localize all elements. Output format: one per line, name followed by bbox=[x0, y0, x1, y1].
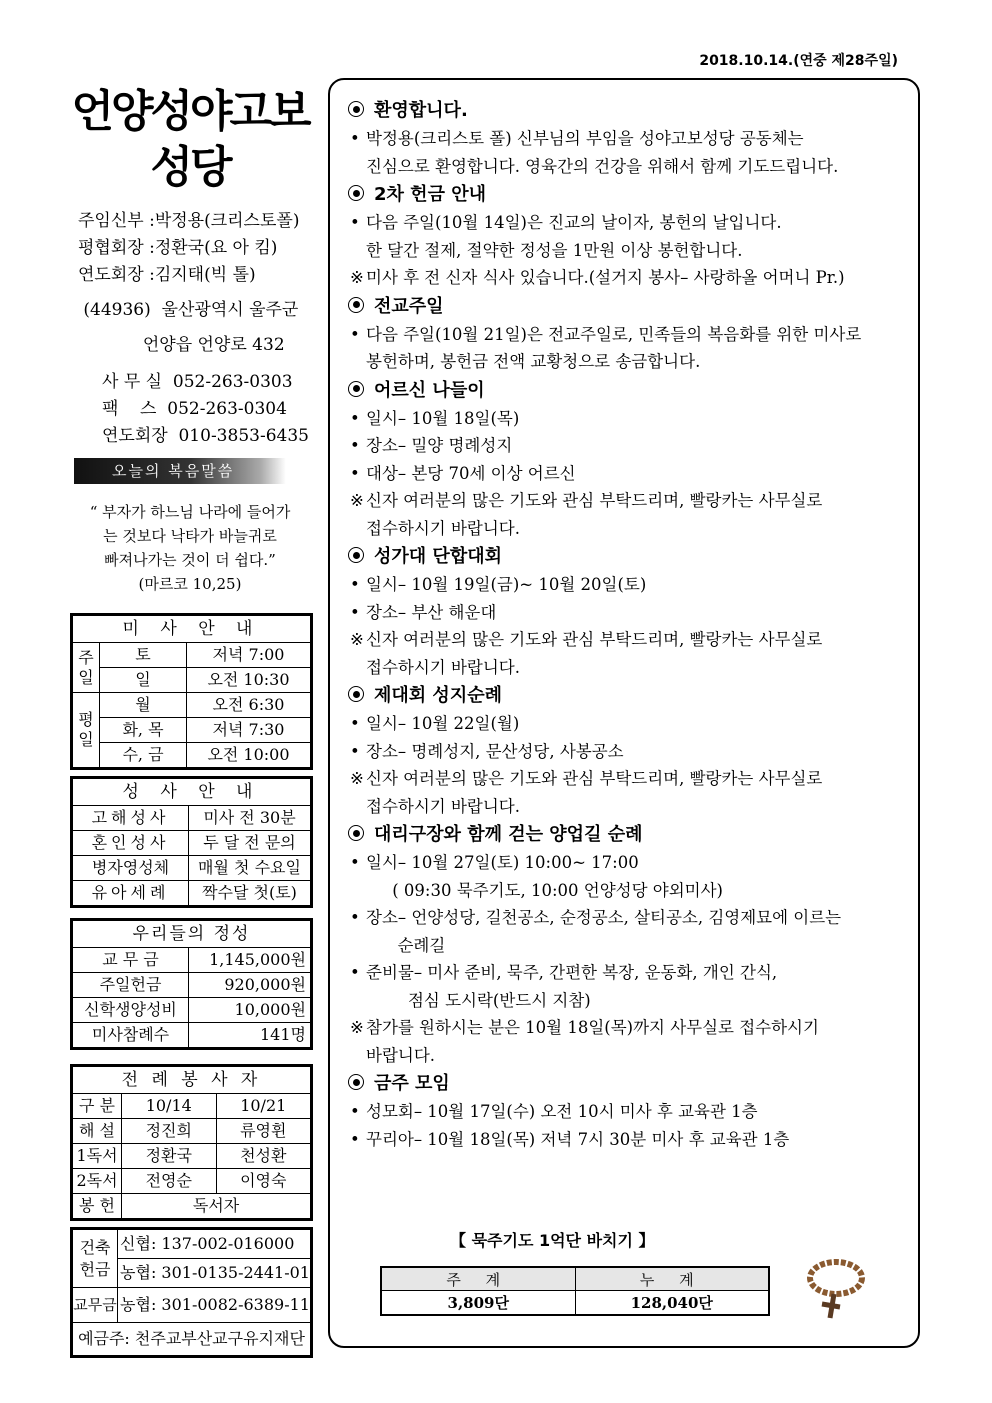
section-heading bbox=[342, 1069, 916, 1098]
bullet-mark: • bbox=[350, 463, 360, 483]
yeondo-phone: 연도회장 010-3853-6435 bbox=[102, 426, 309, 446]
bullet-mark: • bbox=[350, 213, 360, 232]
liturgy-name: 이영숙 bbox=[216, 1169, 311, 1194]
announcement-item bbox=[342, 264, 916, 292]
bullseye-icon bbox=[348, 1074, 364, 1090]
rosary-header-weekly: 주 계 bbox=[381, 1267, 575, 1291]
liturgy-role: 해 설 bbox=[73, 1119, 122, 1144]
gospel-heading: 오늘의 복음말씀 bbox=[74, 458, 286, 484]
offering-name: 주일헌금 bbox=[73, 973, 189, 998]
bullet-mark: ※ bbox=[350, 630, 364, 649]
mass-day: 일 bbox=[100, 668, 187, 693]
announcement-text: 일시– 10월 22일(월) bbox=[366, 714, 520, 733]
announcement-item bbox=[342, 571, 916, 599]
sacrament-name: 병자영성체 bbox=[73, 856, 189, 881]
bullseye-icon bbox=[348, 185, 364, 201]
liturgy-name: 천성환 bbox=[216, 1144, 311, 1169]
tithe-label: 교무금 bbox=[73, 1288, 118, 1323]
announcement-text: 성모회– 10월 17일(수) 오전 10시 미사 후 교육관 1층 bbox=[366, 1102, 758, 1121]
mass-schedule-table bbox=[70, 613, 313, 770]
section-title: 대리구장와 함께 걷는 양업길 순례 bbox=[374, 824, 643, 845]
gospel-citation: (마르코 10,25) bbox=[138, 575, 242, 593]
announcement-item bbox=[342, 1014, 916, 1069]
bullet-mark: ※ bbox=[350, 268, 364, 287]
announcement-item bbox=[342, 738, 916, 766]
section-title: 환영합니다. bbox=[374, 100, 468, 121]
section-title: 금주 모임 bbox=[374, 1073, 450, 1094]
liturgy-role: 2독서 bbox=[73, 1169, 122, 1194]
bullet-mark: • bbox=[350, 602, 360, 622]
sacraments-title: 성 사 안 내 bbox=[73, 779, 311, 806]
announcement-item bbox=[342, 125, 916, 180]
mass-time: 오전 6:30 bbox=[187, 693, 311, 718]
rosary-table bbox=[380, 1266, 770, 1316]
offering-name: 미사참례수 bbox=[73, 1023, 189, 1048]
offering-name: 교 무 금 bbox=[73, 948, 189, 973]
offering-value: 141명 bbox=[189, 1023, 311, 1048]
announcement-item bbox=[342, 626, 916, 681]
address-line-1: (44936) 울산광역시 울주군 bbox=[78, 300, 299, 320]
sacrament-value: 두 달 전 문의 bbox=[189, 831, 311, 856]
yeondo-line: 연도회장 :김지태(빅 톨) bbox=[78, 265, 256, 285]
announcement-text: 일시– 10월 18일(목) bbox=[366, 408, 520, 428]
offerings-title: 우리들의 정성 bbox=[73, 921, 311, 948]
announcement-text: 참가를 원하시는 분은 10월 18일(목)까지 사무실로 접수하시기 바랍니다. bbox=[366, 1018, 819, 1065]
accounts-table bbox=[70, 1227, 313, 1358]
announcement-text: 일시– 10월 27일(토) 10:00~ 17:00 ( 09:30 묵주기도, 10:00 언양성당 야외미사) bbox=[366, 853, 723, 900]
gospel-line: 빠져나가는 것이 더 쉽다.” bbox=[104, 551, 276, 569]
section-title: 전교주일 bbox=[374, 295, 444, 317]
announcement-item bbox=[342, 599, 916, 627]
liturgy-table bbox=[70, 1064, 313, 1221]
bullet-mark: • bbox=[350, 324, 360, 344]
building-label: 건축헌금 bbox=[73, 1230, 118, 1288]
gospel-line: 는 것보다 낙타가 바늘귀로 bbox=[103, 527, 277, 545]
bullet-mark: • bbox=[350, 436, 360, 455]
account-holder: 예금주: 천주교부산교구유지재단 bbox=[73, 1323, 311, 1356]
announcement-item bbox=[342, 405, 916, 433]
sacraments-table bbox=[70, 776, 313, 908]
announcement-text: 신자 여러분의 많은 기도와 관심 부탁드리며, 빨랑카는 사무실로 접수하시기 바랍니다. bbox=[366, 769, 823, 816]
bullet-mark: ※ bbox=[350, 1018, 364, 1037]
mass-time: 저녁 7:30 bbox=[187, 718, 311, 743]
bullet-mark: ※ bbox=[350, 491, 364, 510]
mass-schedule-title: 미 사 안 내 bbox=[73, 616, 311, 643]
rosary-total-value: 128,040단 bbox=[575, 1291, 769, 1316]
masthead-title: 언양성야고보 bbox=[71, 86, 309, 137]
liturgy-name: 정환국 bbox=[122, 1144, 217, 1169]
offertory-value: 독서자 bbox=[122, 1194, 311, 1219]
bulletin-date: 2018.10.14.(연중 제28주일) bbox=[699, 53, 898, 69]
sacrament-name: 혼인성사 bbox=[73, 831, 189, 856]
address-line-2: 언양읍 언양로 432 bbox=[78, 335, 285, 355]
announcement-text: 준비물– 미사 준비, 묵주, 간편한 복장, 운동화, 개인 간식, 점심 도시락(반드시 지참) bbox=[366, 963, 778, 1010]
rosary-header-total: 누 계 bbox=[575, 1267, 769, 1291]
announcement-item bbox=[342, 710, 916, 738]
bullseye-icon bbox=[348, 547, 364, 563]
offering-value: 1,145,000원 bbox=[189, 948, 311, 973]
announcement-text: 장소– 언양성당, 길천공소, 순정공소, 살티공소, 김영제묘에 이르는 순례길 bbox=[366, 908, 842, 955]
bullet-mark: • bbox=[350, 963, 360, 982]
bullet-mark: • bbox=[350, 714, 360, 733]
gospel-text bbox=[74, 500, 306, 596]
liturgy-header: 10/21 bbox=[216, 1094, 311, 1119]
bullseye-icon bbox=[348, 101, 364, 117]
announcement-text: 장소– 부산 해운대 bbox=[366, 602, 497, 622]
gospel-line: “ 부자가 하느님 나라에 들어가 bbox=[89, 503, 291, 521]
liturgy-name: 전영순 bbox=[122, 1169, 217, 1194]
bullet-mark: ※ bbox=[350, 769, 364, 788]
section-heading bbox=[342, 180, 916, 209]
liturgy-role: 1독서 bbox=[73, 1144, 122, 1169]
announcement-text: 다음 주일(10월 21일)은 전교주일로, 민족들의 복음화를 위한 미사로 봉헌하며, 봉헌금 전액 교황청으로 송금합니다. bbox=[366, 324, 862, 371]
section-title: 2차 헌금 안내 bbox=[374, 184, 486, 205]
liturgy-header: 구 분 bbox=[73, 1094, 122, 1119]
sacrament-value: 미사 전 30분 bbox=[189, 806, 311, 831]
liturgy-title: 전 례 봉 사 자 bbox=[73, 1067, 311, 1094]
bullet-mark: • bbox=[350, 1129, 360, 1149]
mass-day: 토 bbox=[100, 643, 187, 668]
offertory-label: 봉 헌 bbox=[73, 1194, 122, 1219]
announcements-content bbox=[342, 96, 916, 1153]
council-line: 평협회장 :정환국(요 아 킴) bbox=[78, 238, 278, 258]
rosary-icon bbox=[800, 1250, 872, 1322]
mass-day: 월 bbox=[100, 693, 187, 718]
account-number: 농협: 301-0082-6389-11 bbox=[118, 1288, 311, 1323]
section-heading bbox=[342, 376, 916, 405]
sacrament-value: 짝수달 첫(토) bbox=[189, 881, 311, 906]
account-number: 농협: 301-0135-2441-01 bbox=[118, 1259, 311, 1288]
liturgy-header: 10/14 bbox=[122, 1094, 217, 1119]
sacrament-value: 매월 첫 수요일 bbox=[189, 856, 311, 881]
offering-value: 10,000원 bbox=[189, 998, 311, 1023]
mass-day: 수, 금 bbox=[100, 743, 187, 768]
announcement-item bbox=[342, 904, 916, 959]
announcement-text: 꾸리아– 10월 18일(목) 저녁 7시 30분 미사 후 교육관 1층 bbox=[366, 1129, 790, 1149]
sacrament-name: 고해성사 bbox=[73, 806, 189, 831]
office-phone: 사 무 실 052-263-0303 bbox=[102, 372, 293, 392]
liturgy-name: 정진희 bbox=[122, 1119, 217, 1144]
announcement-item bbox=[342, 1098, 916, 1126]
offering-name: 신학생양성비 bbox=[73, 998, 189, 1023]
announcement-text: 박정용(크리스토 폴) 신부님의 부임을 성야고보성당 공동체는 진심으로 환영합니다. 영육간의 건강을 위해서 함께 기도드립니다. bbox=[366, 129, 839, 176]
announcement-item bbox=[342, 432, 916, 460]
announcement-item bbox=[342, 487, 916, 542]
bullet-mark: • bbox=[350, 408, 360, 428]
section-heading bbox=[342, 542, 916, 571]
bullet-mark: • bbox=[350, 1102, 360, 1121]
mass-time: 저녁 7:00 bbox=[187, 643, 311, 668]
mass-day: 화, 목 bbox=[100, 718, 187, 743]
announcement-text: 미사 후 전 신자 식사 있습니다.(설거지 봉사– 사랑하올 어머니 Pr.) bbox=[366, 268, 845, 287]
announcement-text: 대상– 본당 70세 이상 어르신 bbox=[366, 463, 576, 483]
offering-value: 920,000원 bbox=[189, 973, 311, 998]
masthead-subtitle: 성당 bbox=[150, 142, 230, 193]
section-title: 어르신 나들이 bbox=[374, 379, 485, 401]
announcement-item bbox=[342, 321, 916, 376]
liturgy-name: 류영휜 bbox=[216, 1119, 311, 1144]
weekday-label: 평일 bbox=[73, 693, 100, 768]
bullseye-icon bbox=[348, 381, 364, 397]
bullseye-icon bbox=[348, 297, 364, 313]
bullet-mark: • bbox=[350, 853, 360, 872]
bullet-mark: • bbox=[350, 129, 360, 148]
section-heading bbox=[342, 96, 916, 125]
section-title: 성가대 단합대회 bbox=[374, 546, 502, 567]
announcement-text: 다음 주일(10월 14일)은 진교의 날이자, 봉헌의 날입니다. 한 달간 절제, 절약한 정성을 1만원 이상 봉헌합니다. bbox=[366, 213, 782, 260]
account-number: 신협: 137-002-016000 bbox=[118, 1230, 311, 1259]
announcement-item bbox=[342, 209, 916, 264]
announcement-text: 장소– 밀양 명례성지 bbox=[366, 436, 513, 455]
offerings-table bbox=[70, 918, 313, 1050]
section-heading bbox=[342, 292, 916, 321]
announcement-item bbox=[342, 959, 916, 1014]
announcement-text: 장소– 명례성지, 문산성당, 사봉공소 bbox=[366, 741, 624, 761]
mass-time: 오전 10:00 bbox=[187, 743, 311, 768]
bullet-mark: • bbox=[350, 908, 360, 927]
announcement-text: 신자 여러분의 많은 기도와 관심 부탁드리며, 빨랑카는 사무실로 접수하시기 바랍니다. bbox=[366, 630, 823, 677]
bullseye-icon bbox=[348, 825, 364, 841]
announcement-item bbox=[342, 1126, 916, 1154]
bullseye-icon bbox=[348, 686, 364, 702]
announcement-item bbox=[342, 765, 916, 820]
section-heading bbox=[342, 681, 916, 710]
section-title: 제대회 성지순례 bbox=[374, 685, 502, 706]
bullet-mark: • bbox=[350, 741, 360, 761]
fax-number: 팩 스 052-263-0304 bbox=[102, 399, 287, 419]
announcement-text: 일시– 10월 19일(금)~ 10월 20일(토) bbox=[366, 575, 647, 594]
parish-info bbox=[78, 208, 309, 450]
sunday-label: 주일 bbox=[73, 643, 100, 693]
sacrament-name: 유아세례 bbox=[73, 881, 189, 906]
section-heading bbox=[342, 820, 916, 849]
pastor-line: 주임신부 :박정용(크리스토폴) bbox=[78, 211, 300, 231]
rosary-title: 【 묵주기도 1억단 바치기 】 bbox=[450, 1231, 655, 1250]
announcement-item bbox=[342, 460, 916, 488]
announcement-item bbox=[342, 849, 916, 904]
bullet-mark: • bbox=[350, 575, 360, 594]
announcement-text: 신자 여러분의 많은 기도와 관심 부탁드리며, 빨랑카는 사무실로 접수하시기 바랍니다. bbox=[366, 491, 823, 538]
mass-time: 오전 10:30 bbox=[187, 668, 311, 693]
rosary-weekly-value: 3,809단 bbox=[381, 1291, 575, 1316]
